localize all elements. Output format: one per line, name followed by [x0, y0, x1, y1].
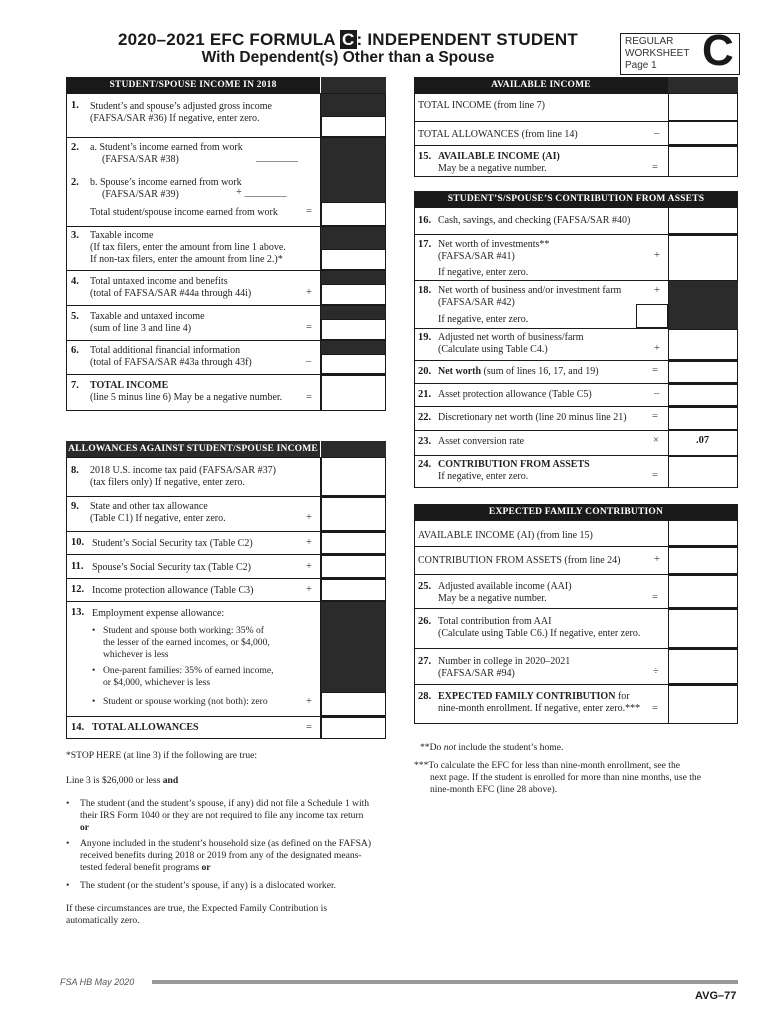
line-text: b. Spouse’s income earned from work: [90, 177, 242, 188]
answer-field-line-25[interactable]: [668, 575, 738, 608]
line-16-label: Cash, savings, and checking (FAFSA/SAR #40): [438, 215, 631, 226]
worksheet-letter: C: [702, 26, 734, 75]
worksheet-line: REGULAR: [625, 36, 674, 47]
worksheet-label: [625, 36, 689, 72]
shaded-cell: [321, 602, 385, 692]
note-text: their IRS Form 1040 or they are not required to file any income tax return: [80, 810, 364, 821]
line-24-label: [438, 459, 590, 483]
line-7-label: [90, 380, 282, 404]
answer-field-line-19[interactable]: [668, 329, 738, 360]
efc-ai-label: AVAILABLE INCOME (AI) (from line 15): [418, 530, 593, 541]
note-text: If these circumstances are true, the Expected Family Contribution is: [66, 903, 328, 914]
line-13-option-2: [103, 665, 313, 689]
line-6-label: [90, 345, 252, 369]
line-text: Number in college in 2020–2021: [438, 656, 571, 667]
line-26-label: [438, 616, 640, 640]
operator: =: [306, 392, 312, 403]
line-number: 16.: [418, 215, 432, 226]
line-28-label: [438, 691, 640, 715]
operator: ÷: [653, 666, 659, 677]
note-less-than-nine-month: [414, 760, 739, 796]
line-text: (sum of lines 16, 17, and 19): [481, 366, 599, 377]
line-number: 15.: [418, 151, 432, 162]
line-8-label: [90, 465, 276, 489]
line-text: Taxable income: [90, 230, 154, 241]
line-text: a. Student’s income earned from work: [90, 142, 243, 153]
answer-field-line-10[interactable]: [321, 532, 386, 554]
answer-field-line-3[interactable]: [321, 249, 386, 270]
operator: +: [306, 584, 312, 595]
option-text: whichever is less: [103, 649, 169, 660]
note-text: ***To calculate the EFC for less than nine-month enrollment, see the: [414, 760, 681, 771]
page-number: AVG–77: [695, 990, 737, 1002]
shaded-cell: [321, 441, 386, 457]
shaded-cell: [669, 281, 738, 329]
line-text: (tax filers only) If negative, enter zero.: [90, 477, 245, 488]
operator: +: [654, 554, 660, 565]
note-text: automatically zero.: [66, 915, 140, 926]
blank-entry[interactable]: ________: [256, 152, 298, 163]
answer-field-line-15[interactable]: [668, 146, 738, 177]
row-divider: [414, 430, 738, 431]
line-2a-label: [90, 142, 243, 166]
note-text: nine-month EFC (line 28 above).: [430, 784, 558, 795]
page-subtitle: With Dependent(s) Other than a Spouse: [201, 49, 495, 66]
line-10-label: Student’s Social Security tax (Table C2): [92, 538, 253, 549]
operator: +: [306, 512, 312, 523]
line-text: May be a negative number.: [438, 163, 547, 174]
line-15-label: [438, 151, 560, 175]
operator: +: [306, 287, 312, 298]
operator: –: [306, 356, 312, 367]
line-number: 24.: [418, 459, 432, 470]
line-5-label: [90, 311, 205, 335]
line-text: Total contribution from AAI: [438, 616, 552, 627]
answer-field-line-5[interactable]: [321, 319, 386, 340]
operator: –: [654, 128, 660, 139]
note-exclude-home: [420, 742, 563, 754]
stop-note-heading: *STOP HERE (at line 3) if the following are true:: [66, 750, 258, 761]
line-13-option-1: [103, 625, 313, 661]
section-header-allowances: ALLOWANCES AGAINST STUDENT/SPOUSE INCOME: [66, 441, 320, 457]
operator: +: [654, 285, 660, 296]
operator: +: [654, 343, 660, 354]
operator: +: [306, 537, 312, 548]
line-text: (FAFSA/SAR #39): [102, 189, 179, 200]
answer-field-line-9[interactable]: [321, 497, 386, 531]
line-text: (FAFSA/SAR #38): [102, 154, 179, 165]
line-4-label: [90, 276, 251, 300]
line-text: Total additional financial information: [90, 345, 241, 356]
stop-bullet-2: [80, 838, 390, 874]
line-text: 2018 U.S. income tax paid (FAFSA/SAR #37): [90, 465, 276, 476]
answer-field-line-16[interactable]: [668, 207, 738, 234]
line-number: 21.: [418, 389, 432, 400]
total-earned-label: Total student/spouse income earned from work: [90, 207, 278, 218]
answer-field-line-14[interactable]: [321, 717, 386, 739]
line-number: 17.: [418, 239, 432, 250]
line-text: State and other tax allowance: [90, 501, 208, 512]
line-text: CONTRIBUTION FROM ASSETS: [438, 459, 590, 470]
line-13-label: Employment expense allowance:: [92, 608, 225, 619]
line-text: (line 5 minus line 6) May be a negative number.: [90, 392, 283, 403]
operator: =: [306, 722, 312, 733]
row-divider: [414, 280, 668, 281]
line-text: Taxable and untaxed income: [90, 311, 205, 322]
line-text: TOTAL INCOME: [90, 380, 169, 391]
worksheet-line: WORKSHEET: [625, 48, 690, 59]
option-text: or $4,000, whichever is less: [103, 677, 211, 688]
note-text: Line 3 is $26,000 or less: [66, 775, 163, 786]
line-13-option-3: Student or spouse working (not both): zero: [103, 696, 268, 707]
line-number: 22.: [418, 412, 432, 423]
line-text: Student’s and spouse’s adjusted gross income: [90, 101, 272, 112]
answer-field-efc-ai[interactable]: [668, 520, 738, 546]
line-text: (If tax filers, enter the amount from line 1 above.: [90, 242, 286, 253]
line-number: 13.: [71, 607, 85, 618]
shaded-cell: [321, 341, 385, 354]
line-14-label: TOTAL ALLOWANCES: [92, 722, 199, 733]
answer-field-line-13[interactable]: [321, 692, 386, 716]
line-11-label: Spouse’s Social Security tax (Table C2): [92, 562, 251, 573]
line-text: (FAFSA/SAR #42): [438, 297, 515, 308]
line-text: If non-tax filers, enter the amount from line 2.)*: [90, 254, 283, 265]
section-header-efc: EXPECTED FAMILY CONTRIBUTION: [414, 504, 738, 520]
line-12-label: Income protection allowance (Table C3): [92, 585, 254, 596]
ai-total-income-label: TOTAL INCOME (from line 7): [418, 100, 545, 111]
answer-field-total-earned[interactable]: [321, 202, 386, 226]
line-number: 1.: [71, 100, 79, 111]
footer-rule: [152, 980, 738, 984]
answer-field-line-17[interactable]: [668, 235, 738, 281]
line-text-bold: EXPECTED FAMILY CONTRIBUTION: [438, 691, 616, 702]
answer-field-line-7[interactable]: [321, 375, 386, 411]
line-18-note: If negative, enter zero.: [438, 314, 529, 325]
line-9-label: [90, 501, 226, 525]
note-text-bold: or: [201, 862, 211, 873]
line-number: 3.: [71, 230, 79, 241]
line-number: 18.: [418, 285, 432, 296]
answer-field-line-12[interactable]: [321, 579, 386, 601]
answer-field-line-27[interactable]: [668, 649, 738, 684]
row-divider: [414, 121, 668, 122]
operator: –: [654, 388, 660, 399]
answer-field-line-18[interactable]: [636, 304, 668, 328]
title-text: 2020–2021 EFC FORMULA: [118, 30, 341, 49]
option-text: One-parent families: 35% of earned income,: [103, 665, 274, 676]
line-number: 11.: [71, 561, 84, 572]
line-2b-label: [90, 177, 242, 201]
line-number: 25.: [418, 581, 432, 592]
line-number: 26.: [418, 616, 432, 627]
footer-source: FSA HB May 2020: [60, 977, 135, 987]
note-text: The student (and the student’s spouse, if any) did not file a Schedule 1 with: [80, 798, 370, 809]
operator: =: [652, 411, 658, 422]
line-27-label: [438, 656, 570, 680]
answer-field-total-allowances[interactable]: [668, 121, 738, 145]
answer-field-line-28[interactable]: [668, 685, 738, 724]
line-text: (total of FAFSA/SAR #44a through 44i): [90, 288, 252, 299]
operator: =: [652, 703, 658, 714]
line-number: 14.: [71, 722, 85, 733]
line-number: 19.: [418, 332, 432, 343]
line-number: 8.: [71, 465, 79, 476]
line-number: 5.: [71, 311, 79, 322]
line-17-label: [438, 239, 549, 263]
operator: =: [652, 365, 658, 376]
efc-assets-label: CONTRIBUTION FROM ASSETS (from line 24): [418, 555, 621, 566]
ai-total-allowances-label: TOTAL ALLOWANCES (from line 14): [418, 129, 578, 140]
line-text: (total of FAFSA/SAR #43a through 43f): [90, 357, 252, 368]
line-text: for: [615, 691, 630, 702]
operator: ×: [653, 435, 659, 446]
note-text-bold: or: [80, 822, 90, 833]
stop-note-result: [66, 903, 327, 927]
line-number: 2.: [71, 177, 79, 188]
line-21-label: Asset protection allowance (Table C5): [438, 389, 592, 400]
operator: =: [652, 470, 658, 481]
note-text: include the student’s home.: [455, 742, 564, 753]
formula-letter: C: [342, 30, 355, 49]
answer-field-line-22[interactable]: [668, 407, 738, 430]
page-title: [88, 30, 608, 50]
line-number: 4.: [71, 276, 79, 287]
line-number: 27.: [418, 656, 432, 667]
operator: =: [306, 206, 312, 217]
line-3-label: [90, 230, 286, 266]
line-text: (FAFSA/SAR #94): [438, 668, 515, 679]
note-text: next page. If the student is enrolled for more than nine months, use the: [430, 772, 701, 783]
bullet-dot: •: [66, 798, 70, 809]
operator: =: [306, 322, 312, 333]
answer-field-total-income[interactable]: [668, 93, 738, 121]
note-text-italic: not: [443, 742, 456, 753]
line-text: Adjusted available income (AAI): [438, 581, 572, 592]
line-text: Total untaxed income and benefits: [90, 276, 228, 287]
bullet-dot: •: [66, 880, 70, 891]
section-header-income: STUDENT/SPOUSE INCOME IN 2018: [66, 77, 320, 93]
line-number: 6.: [71, 345, 79, 356]
shaded-cell: [321, 138, 385, 202]
answer-field-line-4[interactable]: [321, 284, 386, 305]
line-text: Adjusted net worth of business/farm: [438, 332, 584, 343]
line-number: 7.: [71, 380, 79, 391]
line-text: (Table C1) If negative, enter zero.: [90, 513, 226, 524]
note-text-bold: and: [162, 775, 179, 786]
conversion-rate-value: .07: [696, 435, 710, 446]
answer-field-line-1[interactable]: [321, 116, 386, 137]
line-19-label: [438, 332, 584, 356]
operator: =: [652, 592, 658, 603]
section-header-available-income: AVAILABLE INCOME: [414, 77, 668, 93]
operator: +: [654, 250, 660, 261]
shaded-cell: [321, 227, 385, 249]
line-18-label: [438, 285, 621, 309]
line-number: 20.: [418, 366, 432, 377]
line-1-label: [90, 101, 272, 125]
option-text: the lesser of the earned incomes, or $4,000,: [103, 637, 270, 648]
shaded-cell: [321, 306, 385, 319]
shaded-cell: [321, 77, 386, 93]
line-number: 23.: [418, 436, 432, 447]
stop-bullet-3: The student (or the student’s spouse, if any) is a dislocated worker.: [80, 880, 337, 891]
line-text: (FAFSA/SAR #36) If negative, enter zero.: [90, 113, 260, 124]
bullet-dot: •: [66, 838, 70, 849]
shaded-cell: [321, 271, 385, 284]
line-text: (Calculate using Table C6.) If negative, enter zero.: [438, 628, 641, 639]
answer-field-line-6[interactable]: [321, 354, 386, 374]
line-text-bold: Net worth: [438, 366, 482, 377]
line-text: May be a negative number.: [438, 593, 547, 604]
answer-field-line-20[interactable]: [668, 361, 738, 383]
blank-entry[interactable]: + ________: [236, 187, 287, 198]
line-23-label: Asset conversion rate: [438, 436, 525, 447]
line-22-label: Discretionary net worth (line 20 minus line 21): [438, 412, 627, 423]
line-17-note: If negative, enter zero.: [438, 267, 529, 278]
answer-field-efc-assets[interactable]: [668, 547, 738, 574]
note-text: tested federal benefit programs: [80, 862, 202, 873]
option-text: Student and spouse both working: 35% of: [103, 625, 264, 636]
note-text: Anyone included in the student’s household size (as defined on the FAFSA): [80, 838, 372, 849]
line-number: 28.: [418, 691, 432, 702]
line-20-label: [438, 366, 599, 378]
answer-field-line-26[interactable]: [668, 609, 738, 648]
line-25-label: [438, 581, 572, 605]
note-text: received benefits during 2018 or 2019 from any of the designated means-: [80, 850, 362, 861]
stop-note-condition: [66, 775, 178, 787]
title-text-post: : INDEPENDENT STUDENT: [356, 30, 578, 49]
operator: +: [306, 696, 312, 707]
line-text: (Calculate using Table C4.): [438, 344, 548, 355]
answer-field-line-21[interactable]: [668, 384, 738, 406]
answer-field-line-24[interactable]: [668, 456, 738, 488]
shaded-cell: [321, 94, 385, 116]
line-text: nine-month enrollment. If negative, enter zero.***: [438, 703, 641, 714]
line-text: (FAFSA/SAR #41): [438, 251, 515, 262]
note-text: **Do: [420, 742, 444, 753]
stop-bullet-1: [80, 798, 390, 834]
line-text: Net worth of investments**: [438, 239, 550, 250]
operator: =: [652, 162, 658, 173]
bullet-dot: •: [92, 625, 96, 636]
worksheet-line: Page 1: [625, 60, 657, 71]
answer-field-line-11[interactable]: [321, 555, 386, 578]
line-number: 2.: [71, 142, 79, 153]
line-number: 10.: [71, 537, 85, 548]
line-text: AVAILABLE INCOME (AI): [438, 151, 560, 162]
bullet-dot: •: [92, 696, 96, 707]
operator: +: [306, 561, 312, 572]
line-number: 9.: [71, 501, 79, 512]
answer-field-line-8[interactable]: [321, 457, 386, 496]
line-text: Net worth of business and/or investment farm: [438, 285, 622, 296]
line-text: If negative, enter zero.: [438, 471, 529, 482]
line-number: 12.: [71, 584, 85, 595]
line-text: (sum of line 3 and line 4): [90, 323, 192, 334]
section-header-assets: STUDENT’S/SPOUSE’S CONTRIBUTION FROM ASSETS: [414, 191, 738, 207]
shaded-cell: [668, 77, 738, 93]
bullet-dot: •: [92, 665, 96, 676]
